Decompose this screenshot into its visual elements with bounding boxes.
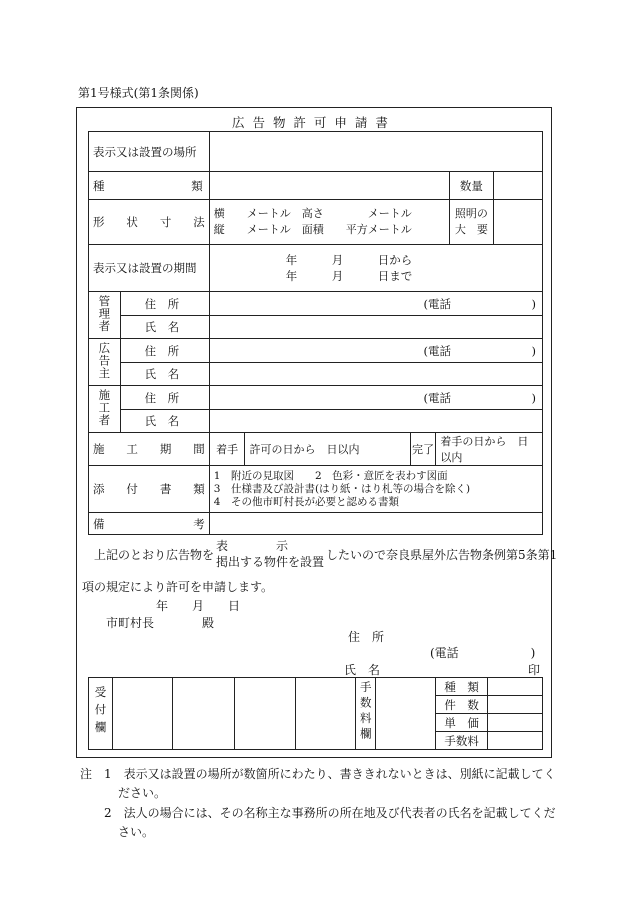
seal-mark: 印 (528, 663, 541, 677)
statement-lower: 掲出する物件を設置 (216, 555, 325, 569)
date-line[interactable]: 年 月 日 (156, 599, 241, 613)
applicant-name-label: 氏 名 (344, 663, 381, 677)
reception-label: 受付欄 (89, 678, 113, 750)
statement-suffix: したいので奈良県屋外広告物条例第5条第1 (326, 548, 558, 562)
office-use-table (88, 677, 543, 750)
location-label: 表示又は設置の場所 (89, 132, 210, 172)
fee-row-label: 手数料 (436, 732, 488, 750)
fee-row-label: 種 類 (436, 678, 488, 696)
remarks-field[interactable] (209, 513, 542, 535)
reception-cell-2[interactable] (172, 678, 234, 750)
construction-period-label: 施 工 期 間 (89, 433, 210, 466)
constructor-name-label: 氏 名 (120, 410, 209, 433)
manager-label: 管理者 (89, 292, 121, 339)
fee-row-value[interactable] (488, 696, 543, 714)
fee-row-label: 件 数 (436, 696, 488, 714)
remarks-label: 備 考 (89, 513, 210, 535)
applicant-phone[interactable]: (電話 ) (430, 646, 536, 660)
fee-row-value[interactable] (488, 714, 543, 732)
fee-row-value[interactable] (488, 732, 543, 750)
period-field[interactable]: 年 月 日から 年 月 日まで (209, 245, 542, 292)
constructor-label: 施工者 (89, 386, 121, 433)
reception-cell-3[interactable] (234, 678, 296, 750)
fee-label: 手数料欄 (356, 678, 376, 750)
manager-address-label: 住 所 (120, 292, 209, 316)
fee-row-label: 単 価 (436, 714, 488, 732)
advertiser-label: 広告主 (89, 339, 121, 386)
constructor-name-field[interactable] (209, 410, 542, 433)
quantity-label: 数量 (450, 172, 494, 200)
form-title: 広 告 物 許 可 申 請 書 (232, 115, 390, 130)
applicant-address-label: 住 所 (348, 630, 385, 644)
finish-label: 完了 (410, 433, 436, 466)
note-1-cont: ださい。 (118, 786, 167, 800)
statement-upper: 表 示 (216, 539, 289, 553)
form-number: 第1号様式(第1条関係) (78, 86, 199, 100)
reception-cell-4[interactable] (296, 678, 356, 750)
start-label: 着手 (209, 433, 245, 466)
finish-field[interactable]: 着手の日から 日以内 (436, 433, 543, 466)
shape-label: 形 状 寸 法 (89, 200, 210, 245)
advertiser-address-field[interactable]: (電話 ) (209, 339, 542, 363)
type-field[interactable] (209, 172, 449, 200)
constructor-address-label: 住 所 (120, 386, 209, 410)
attachments-label: 添 付 書 類 (89, 466, 210, 513)
note-2-cont: さい。 (118, 825, 155, 839)
note-1: 注 1 表示又は設置の場所が数箇所にわたり、書ききれないときは、別紙に記載してく (80, 767, 556, 781)
manager-address-field[interactable]: (電話 ) (209, 292, 542, 316)
shape-dimensions[interactable]: 横 メートル 高さ メートル 縦 メートル 面積 平方メートル (209, 200, 449, 245)
period-label: 表示又は設置の期間 (89, 245, 210, 292)
constructor-address-field[interactable]: (電話 ) (209, 386, 542, 410)
start-field[interactable]: 許可の日から 日以内 (245, 433, 410, 466)
note-2: 2 法人の場合には、その名称主な事務所の所在地及び代表者の氏名を記載してくだ (104, 806, 556, 820)
quantity-field[interactable] (493, 172, 542, 200)
lighting-field[interactable] (493, 200, 542, 245)
statement-line2: 項の規定により許可を申請します。 (82, 580, 274, 594)
reception-cell-1[interactable] (112, 678, 172, 750)
manager-name-label: 氏 名 (120, 316, 209, 339)
advertiser-name-field[interactable] (209, 363, 542, 386)
fee-stamp-cell[interactable] (376, 678, 436, 750)
lighting-label: 照明の 大 要 (450, 200, 494, 245)
attachments-list: 1 附近の見取図 2 色彩・意匠を表わす図面 3 仕様書及び設計書(はり紙・はり札等の場合を除く) 4 その他市町村長が必要と認める書類 (209, 466, 542, 513)
fee-row-value[interactable] (488, 678, 543, 696)
application-table (88, 131, 543, 535)
advertiser-address-label: 住 所 (120, 339, 209, 363)
statement-prefix: 上記のとおり広告物を (94, 548, 215, 562)
type-label: 種 類 (89, 172, 210, 200)
manager-name-field[interactable] (209, 316, 542, 339)
advertiser-name-label: 氏 名 (120, 363, 209, 386)
location-field[interactable] (209, 132, 542, 172)
addressee: 市町村長 殿 (106, 616, 215, 630)
